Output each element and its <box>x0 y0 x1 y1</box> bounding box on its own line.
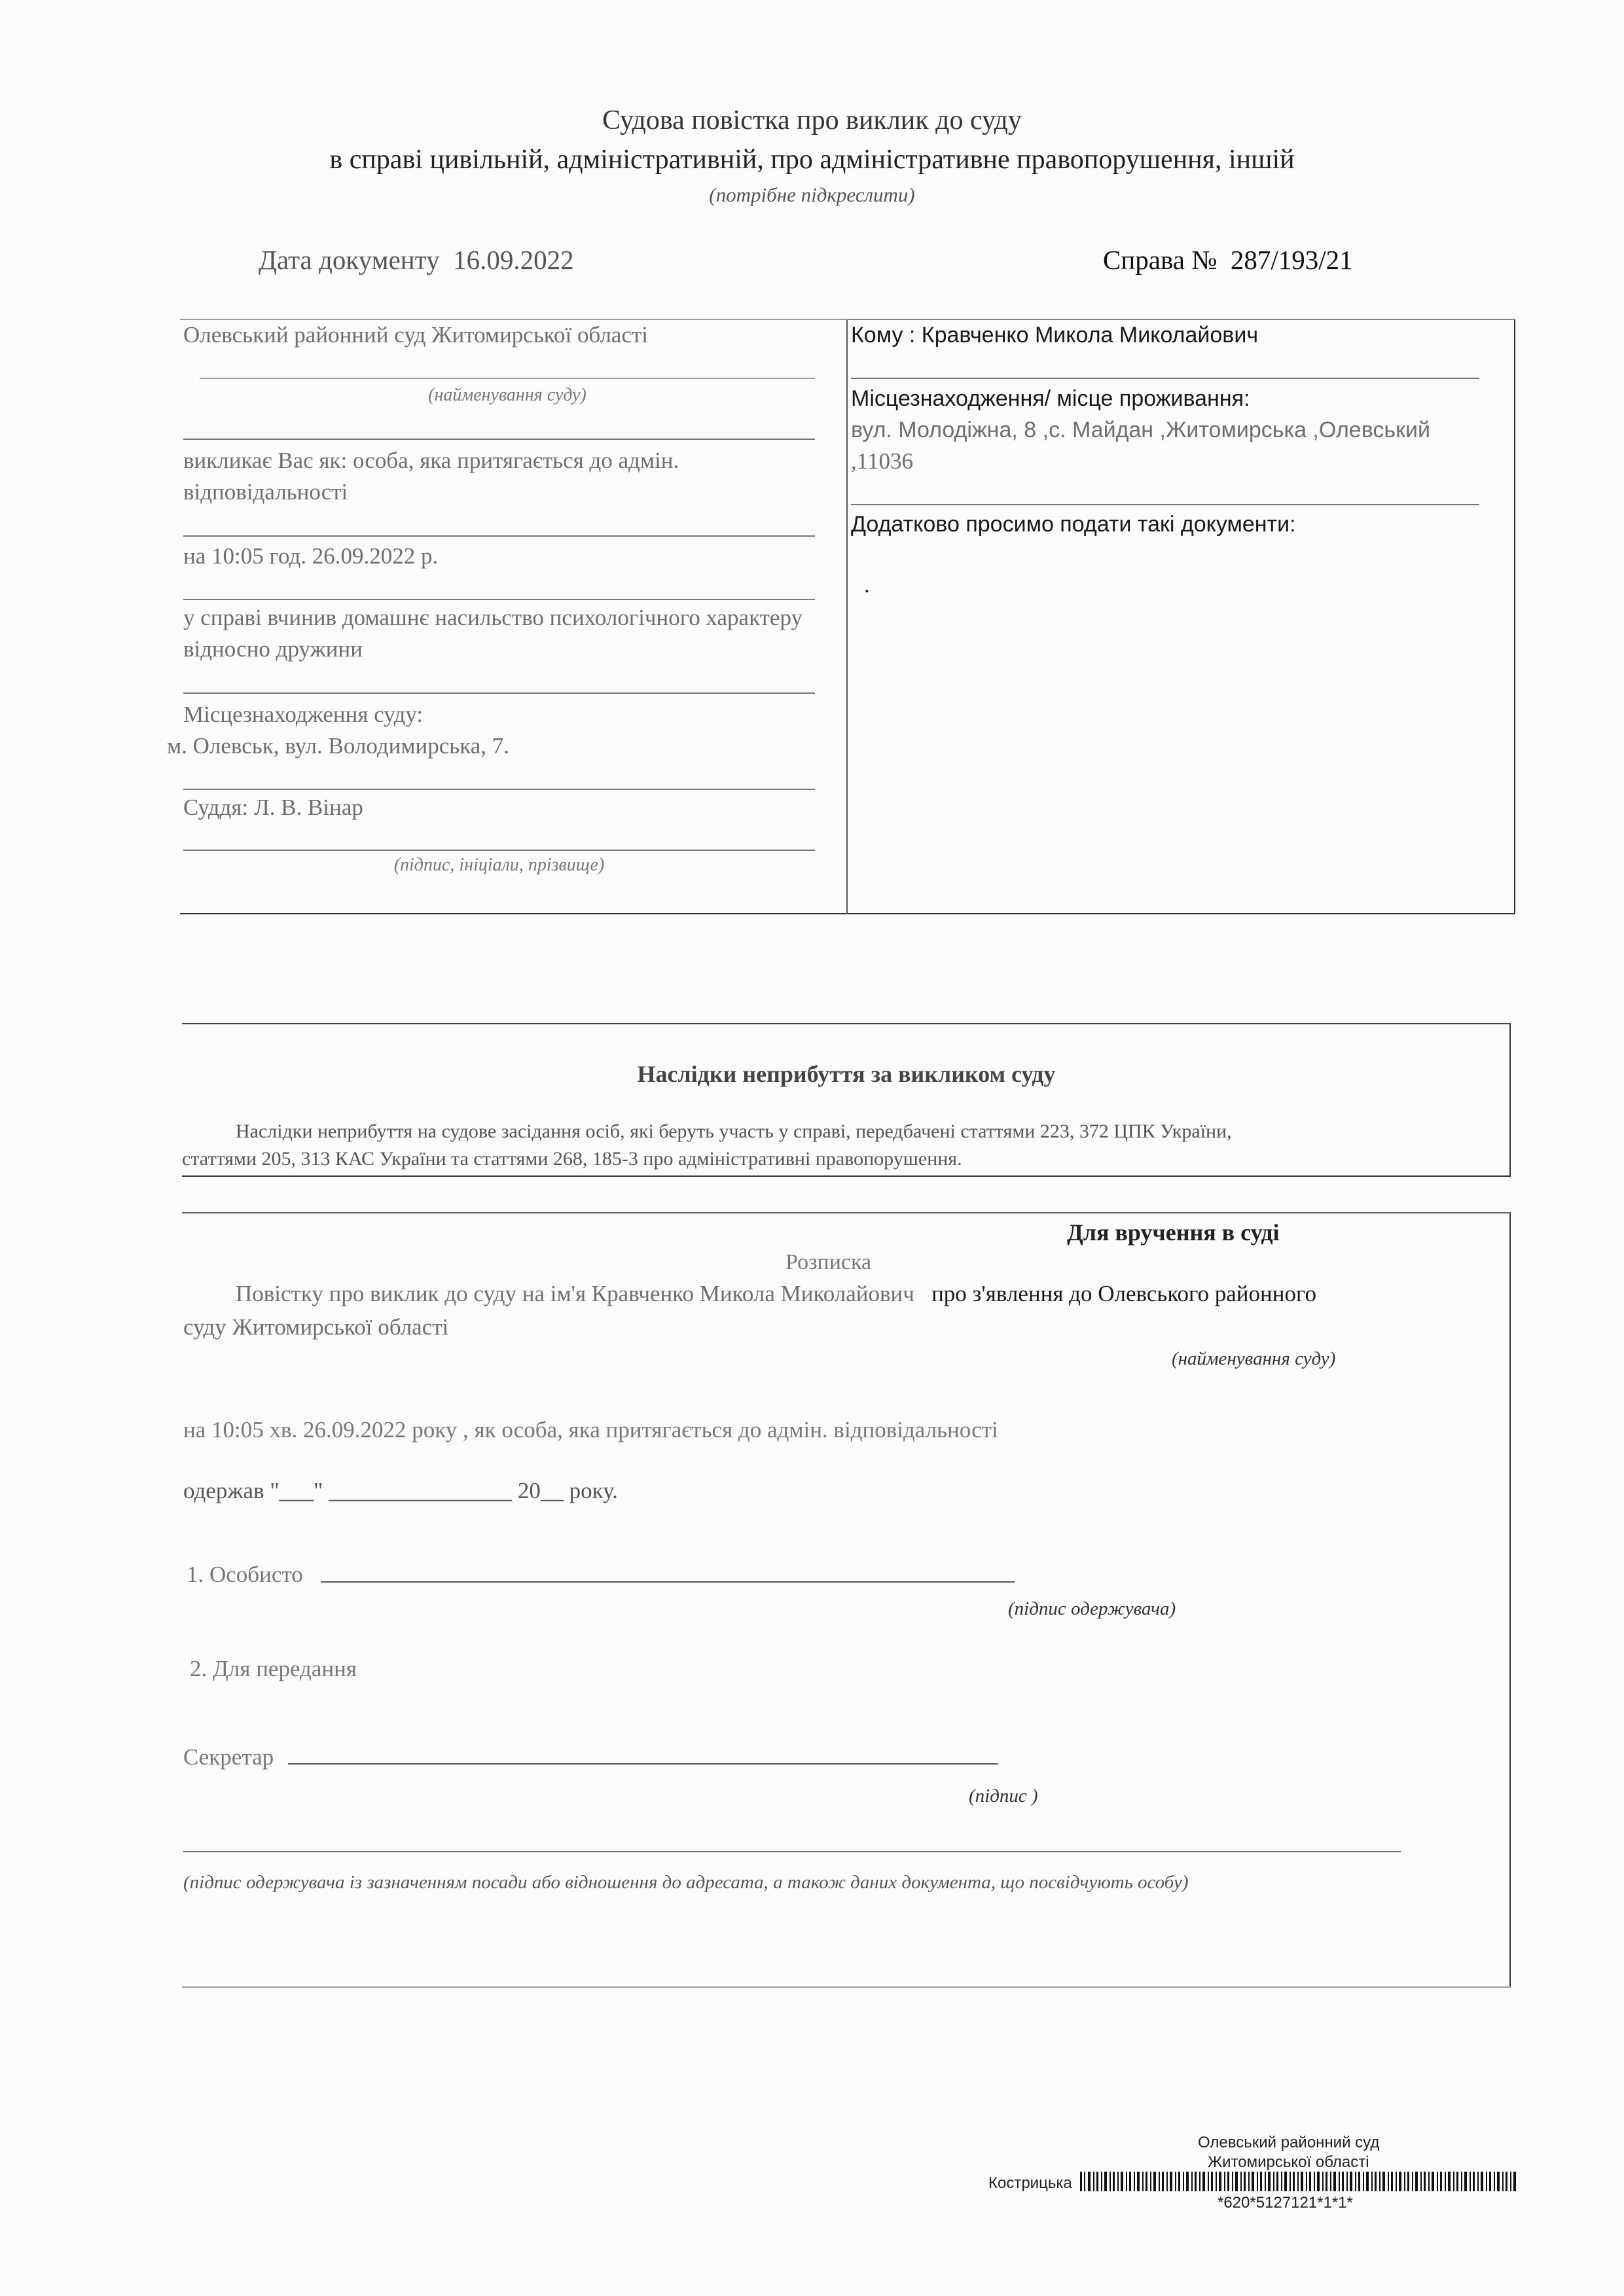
court-name: Олевський районний суд Житомирської області <box>183 322 648 348</box>
court-location: м. Олевськ, вул. Володимирська, 7. <box>167 733 510 759</box>
stamp-court-line-2: Житомирської області <box>1208 2153 1369 2171</box>
date-value: 16.09.2022 <box>453 245 574 275</box>
consequences-text-2: статтями 205, 313 КАС України та статтями 268, 185-3 про адміністративні правопорушення. <box>182 1148 962 1170</box>
title-line-2: в справі цивільній, адміністративній, про адміністративне правопорушення, іншій <box>329 145 1295 175</box>
stamp-code: *620*5127121*1*1* <box>1218 2194 1353 2212</box>
case-number <box>1103 244 1353 276</box>
title-line-1: Судова повістка про виклик до суду <box>602 105 1022 135</box>
transfer-label: 2. Для передання <box>190 1656 357 1681</box>
personal-label: 1. Особисто <box>187 1562 303 1587</box>
consequences-text-1: Наслідки неприбуття на судове засідання осіб, які беруть участь у справі, передбачені статтями 223, 372 ЦПК України, <box>236 1121 1232 1142</box>
receipt-line-1-part-1: Повістку про виклик до суду на ім'я Кравченко Микола Миколайович <box>236 1281 914 1306</box>
receipt-line-1 <box>236 1281 1512 1307</box>
residence-value-1: вул. Молодіжна, 8 ,с. Майдан ,Житомирська ,Олевський <box>851 418 1430 442</box>
hearing-time: на 10:05 год. 26.09.2022 р. <box>183 543 439 569</box>
personal-caption: (підпис одержувача) <box>1008 1598 1176 1619</box>
table-divider <box>846 319 848 914</box>
stamp-name: Кострицька <box>988 2174 1072 2192</box>
for-court-delivery: Для вручення в суді <box>1067 1219 1280 1246</box>
title-note: (потрібне підкреслити) <box>709 183 915 206</box>
received-line: одержав "___" ________________ 20__ року. <box>183 1478 618 1503</box>
document-date <box>259 244 574 276</box>
case-value: 287/193/21 <box>1230 245 1353 275</box>
court-location-label: Місцезнаходження суду: <box>183 702 424 727</box>
recipient: Кому : Кравченко Микола Миколайович <box>851 323 1259 348</box>
stamp-court-line-1: Олевський районний суд <box>1198 2134 1380 2151</box>
receipt-time-line: на 10:05 хв. 26.09.2022 року , як особа, яка притягається до адмін. відповідальності <box>183 1417 998 1443</box>
case-matter: у справі вчинив домашнє насильство психологічного характеру відносно дружини <box>183 605 803 662</box>
receipt-title: Розписка <box>785 1250 872 1274</box>
case-label: Справа № <box>1103 245 1218 275</box>
receipt-line-2: суду Житомирської області <box>183 1314 449 1340</box>
barcode-icon <box>1080 2172 1519 2191</box>
consequences-title: Наслідки неприбуття за викликом суду <box>637 1061 1056 1087</box>
judge: Суддя: Л. В. Вінар <box>183 795 363 820</box>
residence-line-2: ,11036 <box>851 448 913 474</box>
judge-caption: (підпис, ініціали, прізвище) <box>393 855 605 875</box>
residence-line-1 <box>851 414 1512 446</box>
residence-label: Місцезнаходження/ місце проживання: <box>851 386 1250 411</box>
secretary-label: Секретар <box>183 1744 274 1770</box>
documents-label: Додатково просимо подати такі документи: <box>851 512 1296 537</box>
receipt-court-caption: (найменування суду) <box>1172 1348 1336 1369</box>
receipt-line-1-part-2: про з'явлення до Олевського районного <box>931 1281 1316 1306</box>
summons-as: викликає Вас як: особа, яка притягається до адмін. відповідальності <box>183 448 679 505</box>
date-label: Дата документу <box>259 245 440 275</box>
court-caption: (найменування суду) <box>428 385 586 405</box>
bottom-caption: (підпис одержувача із зазначенням посади або відношення до адресата, а також даних документа, що посвідчують особу) <box>183 1872 1189 1893</box>
secretary-caption: (підпис ) <box>969 1785 1038 1806</box>
documents-value: . <box>864 572 870 598</box>
